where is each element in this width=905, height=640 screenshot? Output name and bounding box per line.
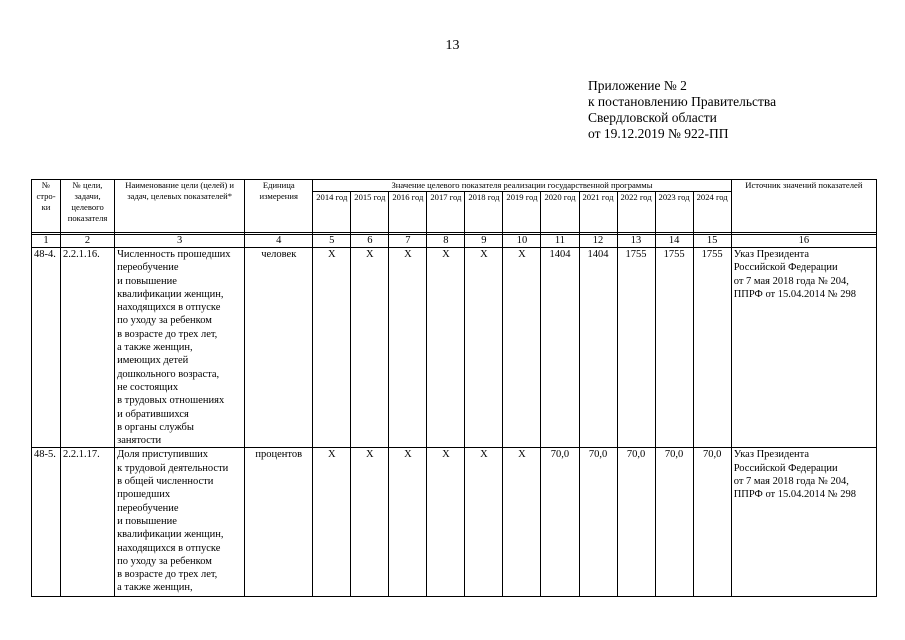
value-cell: Х — [313, 448, 351, 597]
column-number: 4 — [245, 235, 313, 248]
unit: процентов — [245, 448, 313, 597]
column-number: 2 — [61, 235, 115, 248]
appendix-line: Приложение № 2 — [588, 78, 687, 93]
header-year: 2024 год — [693, 192, 731, 233]
value-cell: 1404 — [541, 248, 579, 448]
goal-number: 2.2.1.16. — [61, 248, 115, 448]
column-number: 12 — [579, 235, 617, 248]
value-cell: Х — [427, 248, 465, 448]
value-cell: Х — [389, 448, 427, 597]
column-number: 15 — [693, 235, 731, 248]
column-number: 1 — [32, 235, 61, 248]
value-cell: Х — [351, 248, 389, 448]
value-cell: Х — [503, 248, 541, 448]
table-row — [32, 248, 877, 448]
value-cell: 1404 — [579, 248, 617, 448]
value-cell: 70,0 — [655, 448, 693, 597]
header-unit: Единица измерения — [245, 180, 313, 233]
column-number: 14 — [655, 235, 693, 248]
column-numbers-row — [32, 235, 877, 248]
header-year: 2021 год — [579, 192, 617, 233]
header-year: 2014 год — [313, 192, 351, 233]
value-cell: Х — [465, 248, 503, 448]
value-cell: 1755 — [693, 248, 731, 448]
unit: человек — [245, 248, 313, 448]
source: Указ Президента Российской Федерации от 7 мая 2018 года № 204, ППРФ от 15.04.2014 № 298 — [731, 448, 876, 597]
column-number: 6 — [351, 235, 389, 248]
header-year: 2018 год — [465, 192, 503, 233]
row-number: 48-4. — [32, 248, 61, 448]
value-cell: Х — [351, 448, 389, 597]
appendix-header — [588, 78, 776, 142]
header-values: Значение целевого показателя реализации государственной программы — [313, 180, 731, 192]
header-year: 2016 год — [389, 192, 427, 233]
column-number: 3 — [115, 235, 245, 248]
column-number: 16 — [731, 235, 876, 248]
header-year: 2019 год — [503, 192, 541, 233]
value-cell: 1755 — [617, 248, 655, 448]
value-cell: Х — [503, 448, 541, 597]
indicators-table — [31, 179, 877, 597]
column-number: 8 — [427, 235, 465, 248]
value-cell: 1755 — [655, 248, 693, 448]
value-cell: 70,0 — [579, 448, 617, 597]
column-number: 9 — [465, 235, 503, 248]
page-number: 13 — [445, 38, 460, 53]
row-number: 48-5. — [32, 448, 61, 597]
header-row — [32, 180, 877, 192]
header-source: Источник значений показателей — [731, 180, 876, 233]
source: Указ Президента Российской Федерации от 7 мая 2018 года № 204, ППРФ от 15.04.2014 № 298 — [731, 248, 876, 448]
value-cell: Х — [313, 248, 351, 448]
header-name: Наименование цели (целей) и задач, целевых показателей* — [115, 180, 245, 233]
header-year: 2020 год — [541, 192, 579, 233]
appendix-line: Свердловской области — [588, 110, 717, 125]
header-year: 2017 год — [427, 192, 465, 233]
header-year: 2015 год — [351, 192, 389, 233]
value-cell: 70,0 — [541, 448, 579, 597]
column-number: 7 — [389, 235, 427, 248]
value-cell: Х — [465, 448, 503, 597]
indicator-name: Доля приступивших к трудовой деятельности в общей численности прошедших переобучение и повышение квалификации женщин, находящихся в отпуске по уходу за ребенком в возрасте до трех лет, а также женщин, — [115, 448, 245, 597]
table-row — [32, 448, 877, 597]
header-goal-number: № цели, задачи, целевого показателя — [61, 180, 115, 233]
column-number: 5 — [313, 235, 351, 248]
value-cell: Х — [389, 248, 427, 448]
column-number: 10 — [503, 235, 541, 248]
header-year: 2022 год — [617, 192, 655, 233]
column-number: 11 — [541, 235, 579, 248]
goal-number: 2.2.1.17. — [61, 448, 115, 597]
header-row-number: № стро-ки — [32, 180, 61, 233]
value-cell: 70,0 — [617, 448, 655, 597]
column-number: 13 — [617, 235, 655, 248]
appendix-line: от 19.12.2019 № 922-ПП — [588, 126, 729, 141]
header-year: 2023 год — [655, 192, 693, 233]
value-cell: Х — [427, 448, 465, 597]
appendix-line: к постановлению Правительства — [588, 94, 777, 109]
indicator-name: Численность прошедших переобучение и повышение квалификации женщин, находящихся в отпуске по уходу за ребенком в возрасте до трех лет, а также женщин, имеющих детей дошкольного возраста, не состоящих в трудовых отношениях и обратившихся в органы службы занятости — [115, 248, 245, 448]
value-cell: 70,0 — [693, 448, 731, 597]
